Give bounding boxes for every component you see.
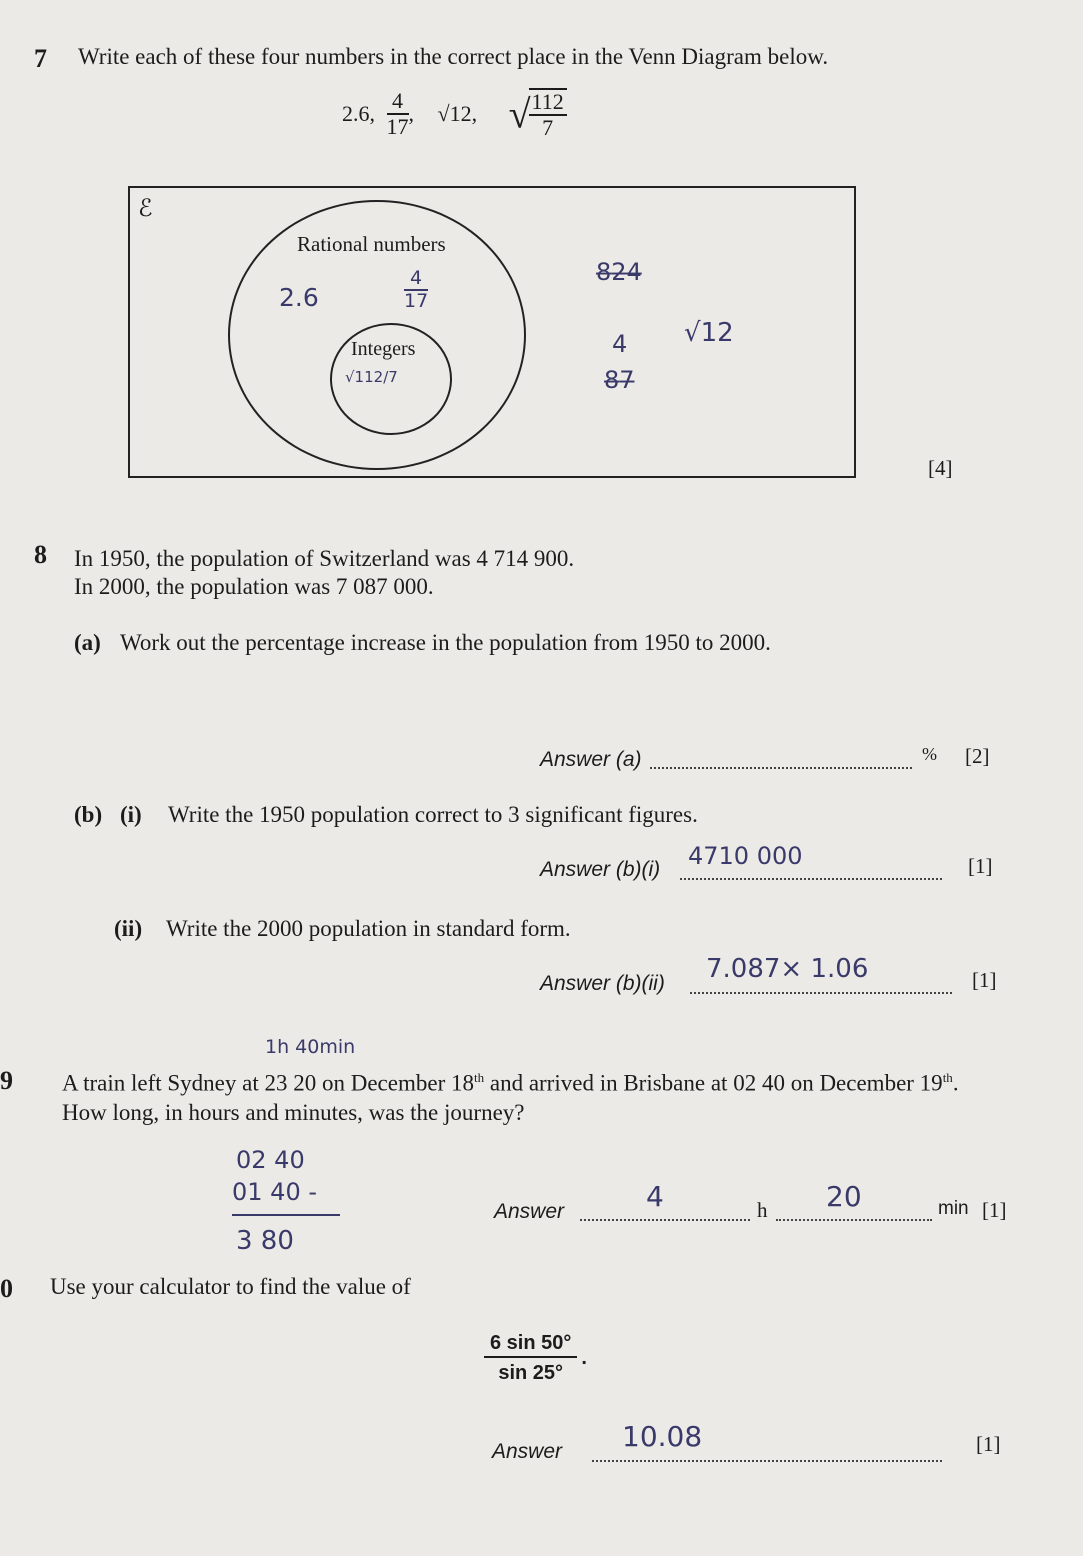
answer-b-i-field[interactable] xyxy=(680,878,942,880)
question-7-text: Write each of these four numbers in the correct place in the Venn Diagram below. xyxy=(78,44,829,69)
sqrt-12: √12, xyxy=(437,101,478,127)
q7-number-list xyxy=(342,88,567,140)
question-9-text-part1: A train left Sydney at 23 20 on December 18 xyxy=(62,1070,474,1096)
part-b-ii-label: (ii) xyxy=(114,916,143,941)
answer-9-hours-value: 4 xyxy=(646,1180,664,1213)
answer-b-i-label: Answer (b)(i) xyxy=(540,858,661,881)
answer-a-unit: % xyxy=(922,744,937,764)
handwritten-4-over-17 xyxy=(404,268,428,312)
answer-a-label: Answer (a) xyxy=(540,748,642,771)
question-9-number: 9 xyxy=(0,1066,13,1095)
superscript-th: th xyxy=(473,1070,485,1085)
handwritten-sqrt-112-7: √112/7 xyxy=(345,368,398,386)
fraction-denominator: 17 xyxy=(386,114,409,140)
separator: , xyxy=(408,101,414,127)
answer-b-i-value: 4710 000 xyxy=(688,842,803,870)
part-a-label: (a) xyxy=(74,630,101,655)
handwritten-sqrt-12: √12 xyxy=(684,318,734,348)
answer-a-field[interactable] xyxy=(650,767,912,769)
answer-9-label: Answer xyxy=(494,1200,565,1223)
number-2-6: 2.6, xyxy=(342,101,375,127)
working-underline xyxy=(232,1214,340,1216)
answer-9-hours-field[interactable] xyxy=(580,1219,750,1221)
question-8-line2: In 2000, the population was 7 087 000. xyxy=(74,574,434,599)
fraction-numerator: 4 xyxy=(387,89,409,115)
answer-10-marks: [1] xyxy=(976,1432,1001,1456)
handwritten-1h-40min: 1h 40min xyxy=(265,1036,356,1058)
handwritten-scribble-4: 4 xyxy=(612,330,628,358)
radical-sign: √ xyxy=(508,91,531,137)
integers-label: Integers xyxy=(351,338,416,360)
expression-numerator: 6 sin 50° xyxy=(484,1332,577,1358)
question-9-line2: How long, in hours and minutes, was the journey? xyxy=(62,1100,525,1125)
working-line-3: 3 80 xyxy=(236,1226,294,1256)
part-b-i-label: (i) xyxy=(120,802,142,827)
question-9-text-part2: and arrived in Brisbane at 02 40 on December 19 xyxy=(489,1070,943,1096)
answer-10-value: 10.08 xyxy=(622,1420,703,1453)
expression-fraction xyxy=(484,1332,587,1384)
question-10-text: Use your calculator to find the value of xyxy=(50,1274,411,1299)
answer-10-label: Answer xyxy=(492,1440,563,1463)
working-line-1: 02 40 xyxy=(236,1146,305,1174)
answer-b-ii-value: 7.087× 1.06 xyxy=(706,954,869,984)
question-9-line1 xyxy=(62,1070,959,1097)
superscript-th: th xyxy=(942,1070,953,1085)
answer-10-field[interactable] xyxy=(592,1460,942,1462)
expression-denominator: sin 25° xyxy=(498,1362,564,1384)
answer-b-ii-label: Answer (b)(ii) xyxy=(540,972,665,995)
rational-numbers-label: Rational numbers xyxy=(297,232,446,256)
sqrt-112-over-7 xyxy=(508,89,567,141)
answer-9-min-unit: min xyxy=(938,1198,969,1219)
handwritten-scribble-bottom: 8̶7̶ xyxy=(604,366,635,394)
fraction-numerator: 112 xyxy=(529,90,567,116)
universal-set-symbol: ℰ xyxy=(138,196,153,222)
fraction-denominator: 7 xyxy=(542,115,554,141)
question-7-number: 7 xyxy=(34,44,47,73)
answer-9-minutes-value: 20 xyxy=(826,1180,862,1213)
answer-9-marks: [1] xyxy=(982,1198,1007,1222)
handwritten-2-6: 2.6 xyxy=(279,283,319,312)
question-7-marks: [4] xyxy=(928,456,953,480)
fraction-denominator: 17 xyxy=(404,289,429,312)
fraction-4-17 xyxy=(387,89,409,139)
question-8-line1: In 1950, the population of Switzerland was 4 714 900. xyxy=(74,546,575,571)
answer-9-minutes-field[interactable] xyxy=(776,1219,932,1221)
part-a-text: Work out the percentage increase in the population from 1950 to 2000. xyxy=(120,630,771,655)
answer-a-marks: [2] xyxy=(965,744,990,768)
question-10-number: 0 xyxy=(0,1274,13,1303)
part-b-ii-text: Write the 2000 population in standard form. xyxy=(166,916,571,941)
fraction-numerator: 4 xyxy=(404,268,428,291)
working-line-2: 01 40 - xyxy=(232,1178,317,1206)
part-b-i-text: Write the 1950 population correct to 3 significant figures. xyxy=(168,802,698,827)
answer-b-ii-field[interactable] xyxy=(690,992,952,994)
part-b-label: (b) xyxy=(74,802,103,827)
question-8-number: 8 xyxy=(34,540,47,569)
answer-9-h-unit: h xyxy=(757,1198,768,1222)
expression-trailing-dot: . xyxy=(581,1346,587,1369)
handwritten-scribble-top: 8̶2̶4̶ xyxy=(596,258,642,286)
question-9-text-end: . xyxy=(952,1070,959,1096)
answer-b-ii-marks: [1] xyxy=(972,968,997,992)
answer-b-i-marks: [1] xyxy=(968,854,993,878)
